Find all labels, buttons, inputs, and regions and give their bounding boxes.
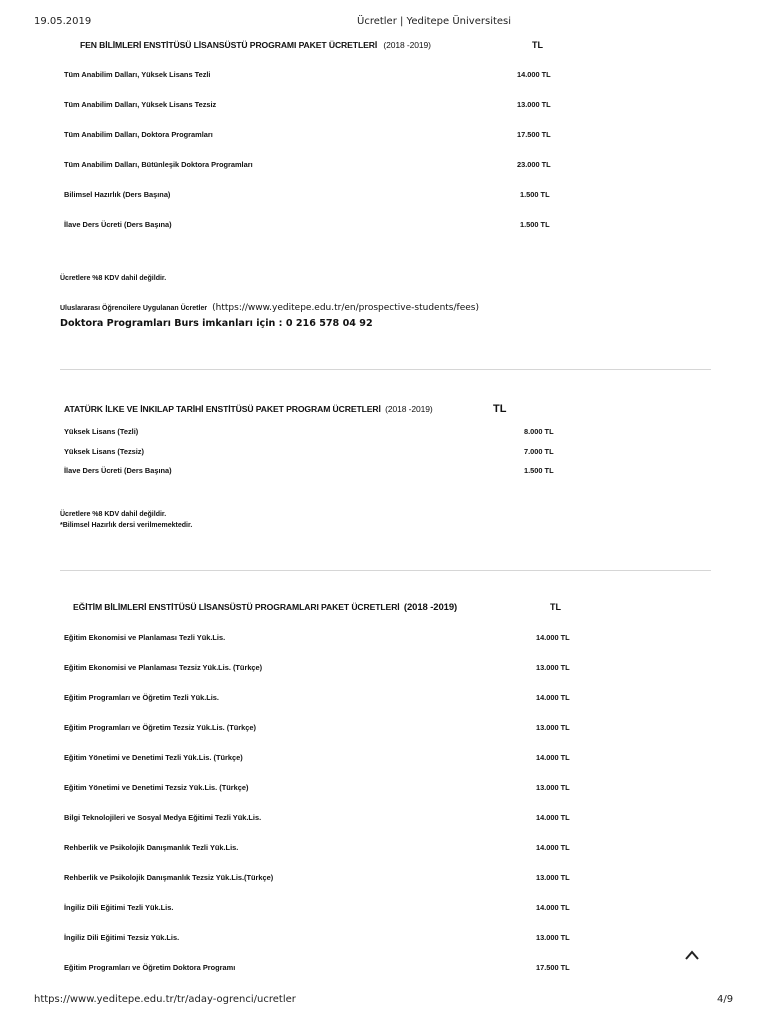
section2-title-text: ATATÜRK İLKE VE İNKILAP TARİHİ ENSTİTÜSÜ PAKET PROGRAM ÜCRETLERİ xyxy=(64,404,381,414)
table-row-price: 1.500 TL xyxy=(520,220,550,229)
table-row-label: Eğitim Programları ve Öğretim Doktora Programı xyxy=(64,963,236,972)
section3-title xyxy=(73,602,457,613)
table-row-price: 17.500 TL xyxy=(536,963,570,972)
table-row-price: 14.000 TL xyxy=(536,903,570,912)
vat-note: Ücretlere %8 KDV dahil değildir. xyxy=(60,511,167,518)
table-row-label: Tüm Anabilim Dalları, Bütünleşik Doktora Programları xyxy=(64,160,253,169)
table-row-price: 13.000 TL xyxy=(517,100,551,109)
section3-currency: TL xyxy=(550,602,561,612)
table-row-label: Rehberlik ve Psikolojik Danışmanlık Tezli Yük.Lis. xyxy=(64,843,239,852)
table-row-price: 17.500 TL xyxy=(517,130,551,139)
print-url: https://www.yeditepe.edu.tr/tr/aday-ogrenci/ucretler xyxy=(34,994,296,1005)
section2-title xyxy=(64,404,433,414)
vat-note: Ücretlere %8 KDV dahil değildir. xyxy=(60,275,167,282)
section1-currency: TL xyxy=(532,40,543,50)
table-row-price: 13.000 TL xyxy=(536,663,570,672)
table-row-price: 8.000 TL xyxy=(524,427,554,436)
table-row-label: İngiliz Dili Eğitimi Tezli Yük.Lis. xyxy=(64,903,174,912)
chevron-up-icon xyxy=(684,949,700,961)
section1-year: (2018 -2019) xyxy=(383,40,431,50)
intl-fees-label: Uluslararası Öğrencilere Uygulanan Ücretler xyxy=(60,305,208,312)
intl-fees-line xyxy=(60,295,479,314)
table-row-price: 23.000 TL xyxy=(517,160,551,169)
table-row-price: 14.000 TL xyxy=(517,70,551,79)
table-row-label: İlave Ders Ücreti (Ders Başına) xyxy=(64,466,172,475)
table-row-price: 13.000 TL xyxy=(536,723,570,732)
section1-title-text: FEN BİLİMLERİ ENSTİTÜSÜ LİSANSÜSTÜ PROGRAMI PAKET ÜCRETLERİ xyxy=(80,40,378,50)
section2-currency: TL xyxy=(493,403,507,415)
table-row-label: Eğitim Programları ve Öğretim Tezli Yük.Lis. xyxy=(64,693,219,702)
table-row-price: 1.500 TL xyxy=(520,190,550,199)
table-row-label: İngiliz Dili Eğitimi Tezsiz Yük.Lis. xyxy=(64,933,180,942)
table-row-price: 7.000 TL xyxy=(524,447,554,456)
print-date: 19.05.2019 xyxy=(34,16,92,27)
table-row-label: İlave Ders Ücreti (Ders Başına) xyxy=(64,220,172,229)
table-row-label: Tüm Anabilim Dalları, Yüksek Lisans Tezli xyxy=(64,70,211,79)
table-row-label: Eğitim Yönetimi ve Denetimi Tezsiz Yük.Lis. (Türkçe) xyxy=(64,783,249,792)
page-number: 4/9 xyxy=(717,994,734,1005)
print-title: Ücretler | Yeditepe Üniversitesi xyxy=(357,16,512,27)
table-row-price: 14.000 TL xyxy=(536,693,570,702)
table-row-label: Tüm Anabilim Dalları, Yüksek Lisans Tezsiz xyxy=(64,100,217,109)
section3-year: (2018 -2019) xyxy=(403,602,458,613)
intl-fees-link[interactable]: (https://www.yeditepe.edu.tr/en/prospective-students/fees) xyxy=(212,303,479,313)
table-row-price: 13.000 TL xyxy=(536,933,570,942)
table-row-label: Eğitim Programları ve Öğretim Tezsiz Yük.Lis. (Türkçe) xyxy=(64,723,256,732)
table-row-label: Yüksek Lisans (Tezli) xyxy=(64,427,139,436)
table-row-price: 14.000 TL xyxy=(536,813,570,822)
section-divider xyxy=(60,570,711,571)
table-row-label: Eğitim Ekonomisi ve Planlaması Tezli Yük.Lis. xyxy=(64,633,226,642)
prep-note: *Bilimsel Hazırlık dersi verilmemektedir. xyxy=(60,522,193,529)
table-row-price: 1.500 TL xyxy=(524,466,554,475)
table-row-price: 14.000 TL xyxy=(536,633,570,642)
table-row-label: Yüksek Lisans (Tezsiz) xyxy=(64,447,144,456)
table-row-label: Eğitim Ekonomisi ve Planlaması Tezsiz Yük.Lis. (Türkçe) xyxy=(64,663,263,672)
table-row-label: Bilimsel Hazırlık (Ders Başına) xyxy=(64,190,171,199)
table-row-price: 14.000 TL xyxy=(536,843,570,852)
table-row-price: 14.000 TL xyxy=(536,753,570,762)
table-row-price: 13.000 TL xyxy=(536,873,570,882)
table-row-label: Rehberlik ve Psikolojik Danışmanlık Tezsiz Yük.Lis.(Türkçe) xyxy=(64,873,274,882)
scroll-top-button[interactable] xyxy=(684,946,700,958)
table-row-label: Eğitim Yönetimi ve Denetimi Tezli Yük.Lis. (Türkçe) xyxy=(64,753,243,762)
table-row-label: Tüm Anabilim Dalları, Doktora Programları xyxy=(64,130,213,139)
section1-title xyxy=(80,40,431,50)
table-row-label: Bilgi Teknolojileri ve Sosyal Medya Eğitimi Tezli Yük.Lis. xyxy=(64,813,262,822)
section3-title-text: EĞİTİM BİLİMLERİ ENSTİTÜSÜ LİSANSÜSTÜ PROGRAMLARI PAKET ÜCRETLERİ xyxy=(73,602,400,612)
section-divider xyxy=(60,369,711,370)
table-row-price: 13.000 TL xyxy=(536,783,570,792)
scholarship-contact: Doktora Programları Burs imkanları için : 0 216 578 04 92 xyxy=(60,318,373,329)
section2-year: (2018 -2019) xyxy=(385,404,433,414)
